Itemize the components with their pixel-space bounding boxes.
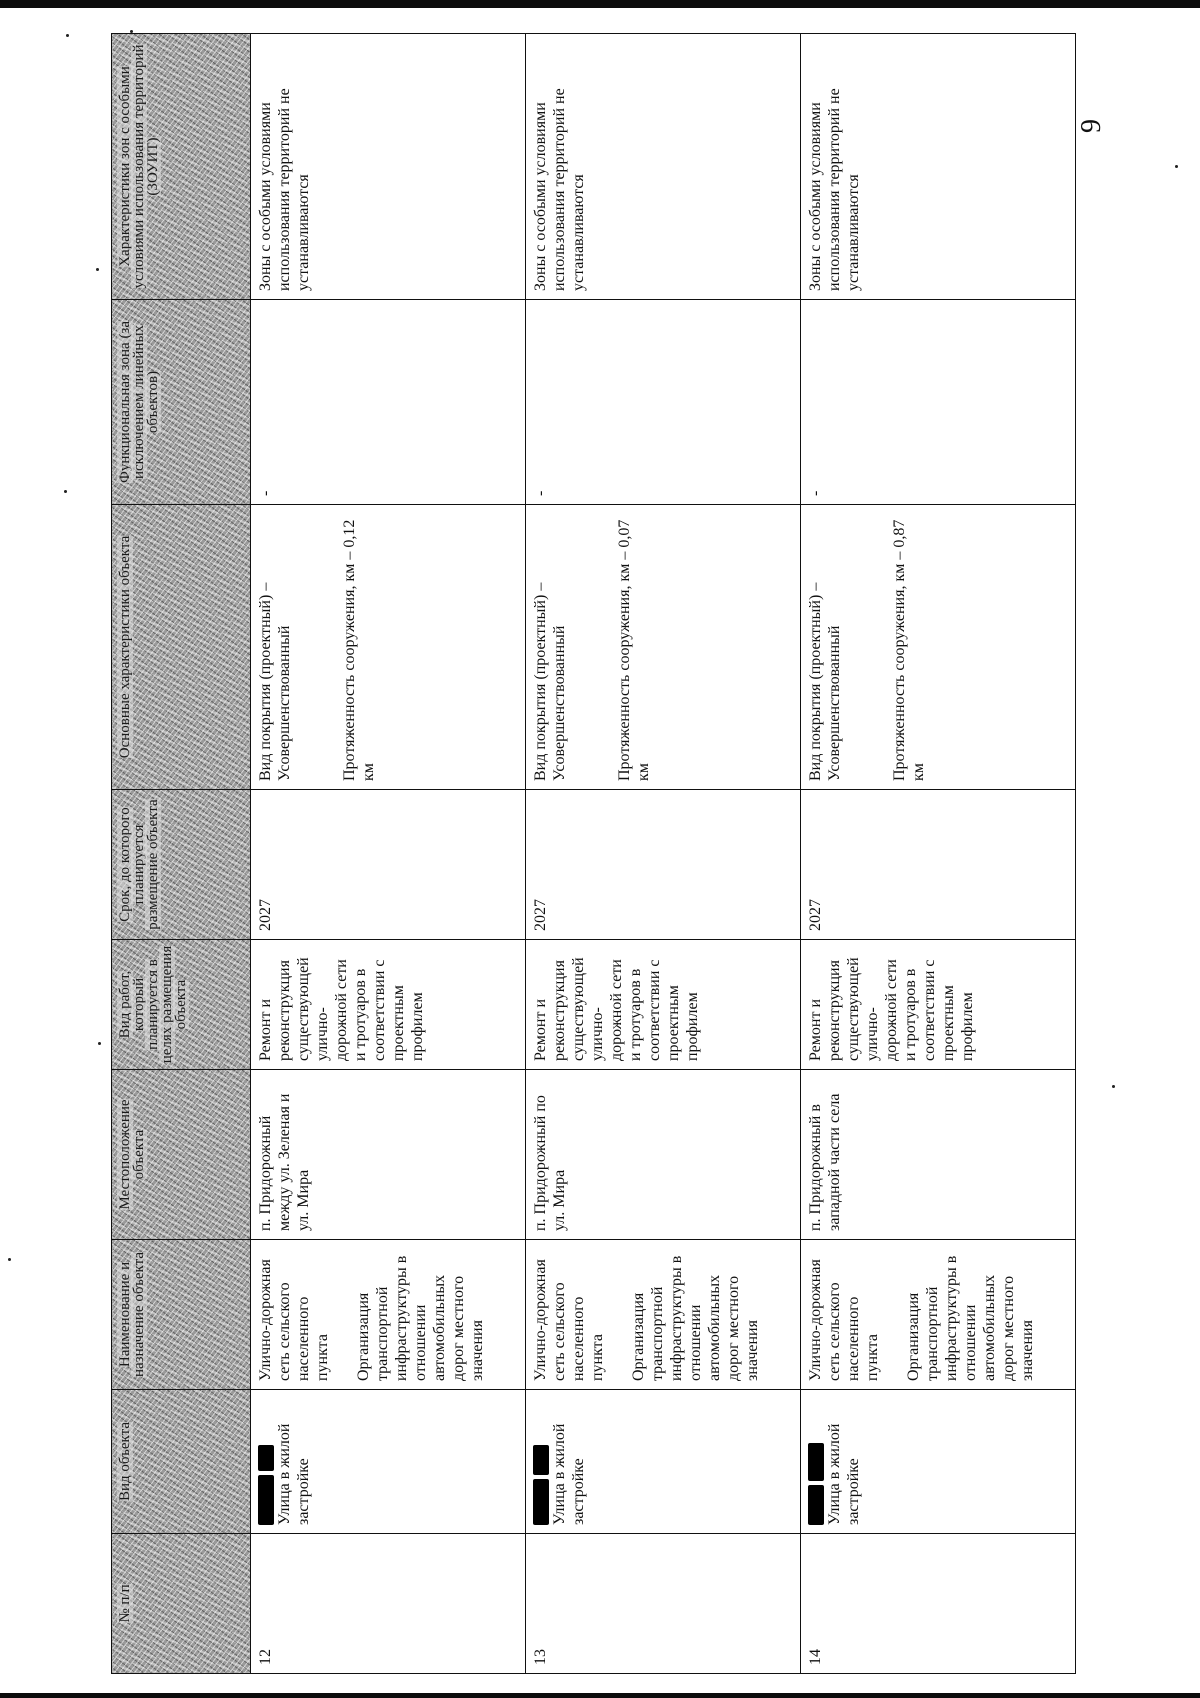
cell-term: 2027: [251, 790, 526, 940]
table-header-row: [112, 34, 251, 1674]
cell-term: 2027: [526, 790, 801, 940]
cell-kind: [251, 1390, 526, 1534]
cell-name: [801, 1240, 1076, 1390]
cell-name: [526, 1240, 801, 1390]
cell-term: 2027: [801, 790, 1076, 940]
cell-name-part2: Организация транспортной инфраструктуры в отношении автомобильных дорог местного значения: [905, 1255, 1036, 1381]
scan-speck: [98, 1042, 101, 1045]
scan-speck: [8, 1258, 11, 1261]
cell-zouit: Зоны с особыми условиями использования территорий не устанавливаются: [801, 34, 1076, 300]
cell-name-part1: Улично-дорожная сеть сельского населенного пункта: [532, 1259, 606, 1381]
cell-zone: -: [526, 300, 801, 505]
cell-zouit: Зоны с особыми условиями использования территорий не устанавливаются: [251, 34, 526, 300]
objects-table: [111, 33, 1076, 1674]
table-row: [251, 34, 526, 1674]
header-zouit: Характеристики зон с особыми условиями использования территорий (ЗОУИТ): [112, 34, 251, 300]
scan-edge-bottom: [0, 1693, 1200, 1698]
cell-zone: -: [251, 300, 526, 505]
cell-characteristics: [801, 505, 1076, 790]
cell-work: Ремонт и реконструкция существующей улично-дорожной сети и тротуаров в соответствии с проектным профилем: [801, 940, 1076, 1070]
cell-zouit: Зоны с особыми условиями использования территорий не устанавливаются: [526, 34, 801, 300]
scan-speck: [1112, 1085, 1115, 1088]
header-work: Вид работ, который планируется в целях размещения объекта: [112, 940, 251, 1070]
cell-char-part2: Протяженность сооружения, км – 0,12 км: [341, 519, 377, 781]
cell-characteristics: [251, 505, 526, 790]
cell-zone: -: [801, 300, 1076, 505]
cell-location: п. Придорожный между ул. Зеленая и ул. Мира: [251, 1070, 526, 1240]
header-num: № п/п: [112, 1534, 251, 1674]
redacted-block: [806, 1398, 825, 1525]
scan-edge-top: [0, 0, 1200, 8]
cell-name-part1: Улично-дорожная сеть сельского населенного пункта: [807, 1259, 881, 1381]
cell-location: п. Придорожный по ул. Мира: [526, 1070, 801, 1240]
table-row: [801, 34, 1076, 1674]
cell-name: [251, 1240, 526, 1390]
cell-work: Ремонт и реконструкция существующей улично-дорожной сети и тротуаров в соответствии с проектным профилем: [251, 940, 526, 1070]
header-term: Срок, до которого планируется размещение объекта: [112, 790, 251, 940]
cell-char-part1: Вид покрытия (проектный) – Усовершенствованный: [807, 582, 843, 781]
cell-name-part2: Организация транспортной инфраструктуры в отношении автомобильных дорог местного значения: [630, 1255, 761, 1381]
header-location: Местоположение объекта: [112, 1070, 251, 1240]
cell-char-part1: Вид покрытия (проектный) – Усовершенствованный: [532, 582, 568, 781]
cell-name-part1: Улично-дорожная сеть сельского населенного пункта: [257, 1259, 331, 1381]
header-name: Наименование и назначение объекта: [112, 1240, 251, 1390]
cell-kind-text: Улица в жилой застройке: [551, 1423, 587, 1525]
cell-char-part2: Протяженность сооружения, км – 0,07 км: [616, 519, 652, 781]
rotated-page: [111, 46, 1076, 1690]
scan-speck: [66, 34, 69, 37]
cell-characteristics: [526, 505, 801, 790]
cell-name-part2: Организация транспортной инфраструктуры в отношении автомобильных дорог местного значения: [355, 1255, 486, 1381]
header-characteristics: Основные характеристики объекта: [112, 505, 251, 790]
page-number: 9: [1076, 119, 1107, 133]
header-kind: Вид объекта: [112, 1390, 251, 1534]
cell-num: 14: [801, 1534, 1076, 1674]
redacted-block: [256, 1398, 275, 1525]
cell-num: 13: [526, 1534, 801, 1674]
cell-char-part2: Протяженность сооружения, км – 0,87 км: [891, 519, 927, 781]
cell-kind: [801, 1390, 1076, 1534]
scan-speck: [1175, 165, 1178, 168]
scan-speck: [64, 490, 67, 493]
cell-kind-text: Улица в жилой застройке: [826, 1423, 862, 1525]
cell-char-part1: Вид покрытия (проектный) – Усовершенствованный: [257, 582, 293, 781]
scan-speck: [96, 268, 99, 271]
cell-location: п. Придорожный в западной части села: [801, 1070, 1076, 1240]
cell-kind-text: Улица в жилой застройке: [276, 1423, 312, 1525]
redacted-block: [531, 1398, 550, 1525]
cell-kind: [526, 1390, 801, 1534]
cell-num: 12: [251, 1534, 526, 1674]
cell-work: Ремонт и реконструкция существующей улично-дорожной сети и тротуаров в соответствии с проектным профилем: [526, 940, 801, 1070]
table-row: [526, 34, 801, 1674]
header-zone: Функциональная зона (за исключением линейных объектов): [112, 300, 251, 505]
